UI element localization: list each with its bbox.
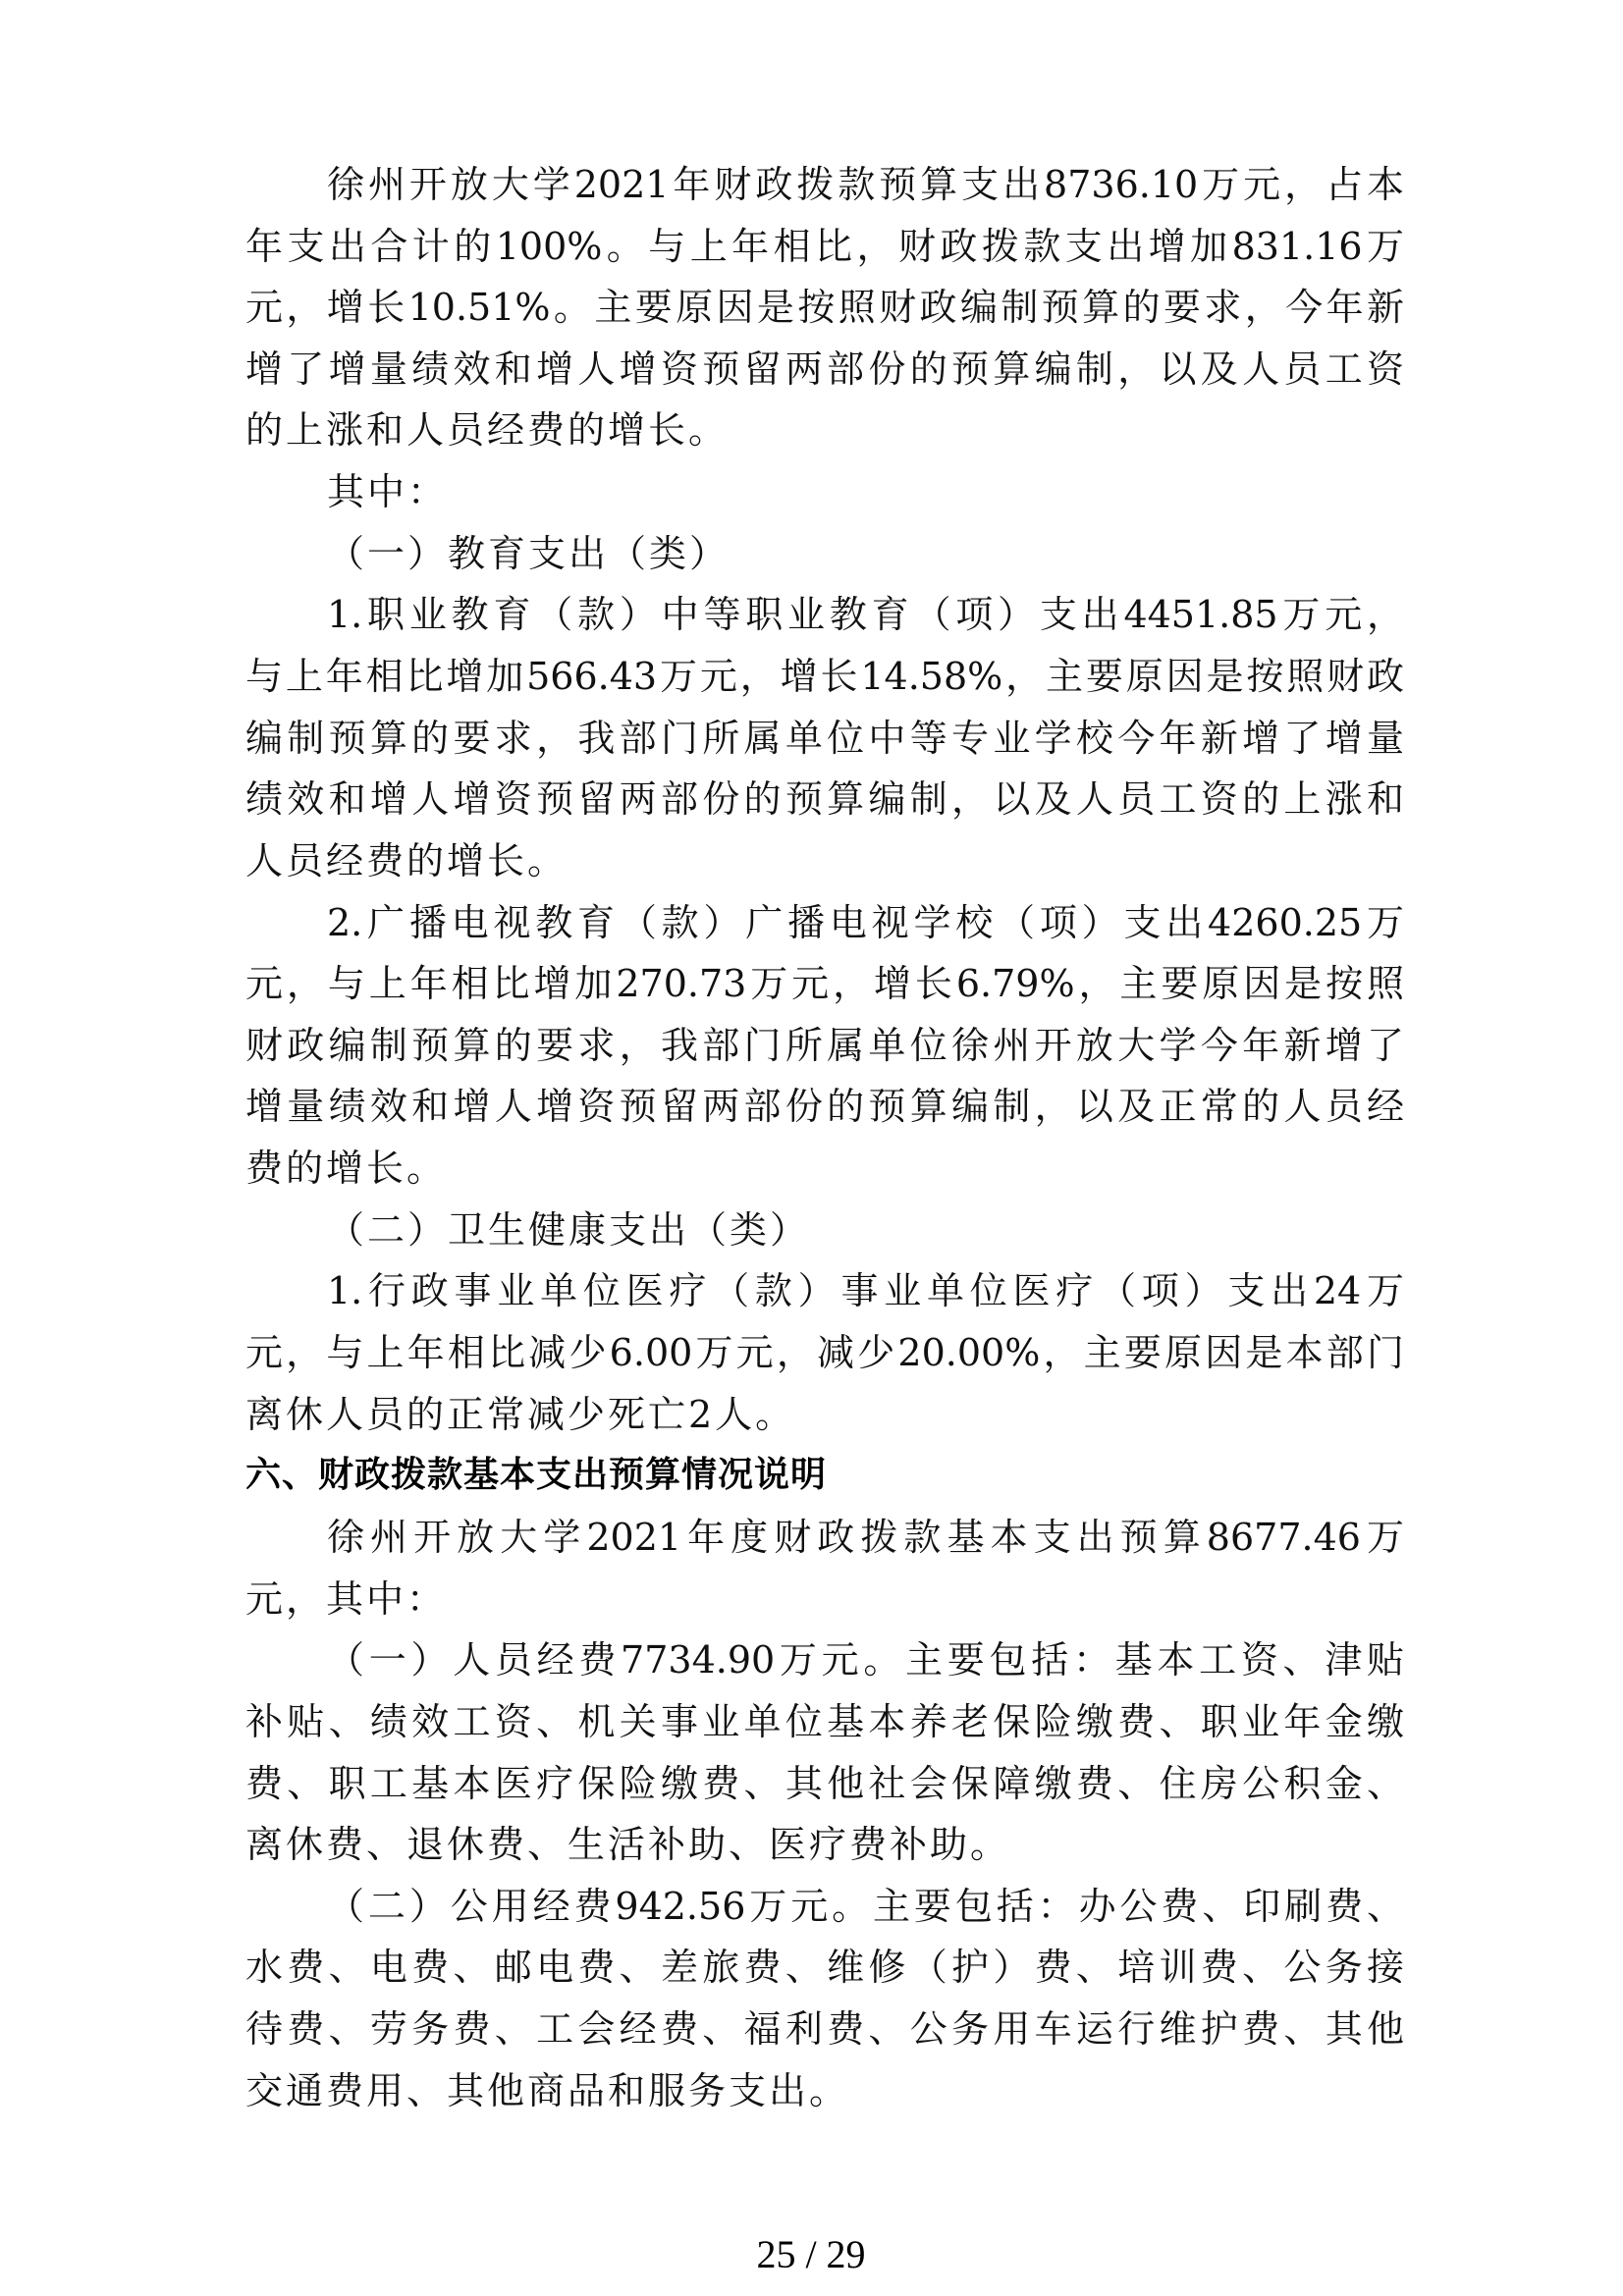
text-line: 元，与上年相比减少6.00万元，减少20.00%，主要原因是本部门 [245, 1331, 1404, 1374]
text-line: 1.职业教育（款）中等职业教育（项）支出4451.85万元， [327, 593, 1404, 636]
subsection-title: （一）教育支出（类） [327, 532, 730, 575]
text-line: 人员经费的增长。 [245, 839, 568, 882]
text-line: （二）公用经费942.56万元。主要包括：办公费、印刷费、 [327, 1885, 1404, 1928]
text-line: 增量绩效和增人增资预留两部份的预算编制，以及正常的人员经 [245, 1085, 1404, 1128]
text-line: （一）人员经费7734.90万元。主要包括：基本工资、津贴 [327, 1638, 1404, 1682]
text-line: 徐州开放大学2021年度财政拨款基本支出预算8677.46万 [327, 1516, 1404, 1559]
subsection-title: （二）卫生健康支出（类） [327, 1208, 811, 1252]
text-line: 的上涨和人员经费的增长。 [245, 408, 730, 452]
text-line: 1.行政事业单位医疗（款）事业单位医疗（项）支出24万 [327, 1269, 1404, 1312]
text-line: 财政编制预算的要求，我部门所属单位徐州开放大学今年新增了 [245, 1024, 1404, 1067]
text-line: 水费、电费、邮电费、差旅费、维修（护）费、培训费、公务接 [245, 1946, 1404, 1989]
text-line: 离休费、退休费、生活补助、医疗费补助。 [245, 1823, 1011, 1866]
text-line: 离休人员的正常减少死亡2人。 [245, 1393, 796, 1436]
text-line: 费、职工基本医疗保险缴费、其他社会保障缴费、住房公积金、 [245, 1762, 1404, 1805]
text-line: 交通费用、其他商品和服务支出。 [245, 2069, 850, 2112]
text-line: 元，增长10.51%。主要原因是按照财政编制预算的要求，今年新 [245, 286, 1404, 329]
text-line: 与上年相比增加566.43万元，增长14.58%，主要原因是按照财政 [245, 655, 1404, 698]
text-line: 徐州开放大学2021年财政拨款预算支出8736.10万元，占本 [327, 163, 1404, 206]
text-line: 增了增量绩效和增人增资预留两部份的预算编制，以及人员工资 [245, 347, 1404, 391]
section-heading: 六、财政拨款基本支出预算情况说明 [245, 1455, 828, 1495]
text-line: 元，其中： [245, 1577, 448, 1621]
text-line: 待费、劳务费、工会经费、福利费、公务用车运行维护费、其他 [245, 2007, 1404, 2051]
text-line: 绩效和增人增资预留两部份的预算编制，以及人员工资的上涨和 [245, 777, 1404, 821]
text-line: 费的增长。 [245, 1147, 448, 1190]
text-line: 其中： [327, 470, 449, 513]
text-line: 补贴、绩效工资、机关事业单位基本养老保险缴费、职业年金缴 [245, 1700, 1404, 1743]
text-line: 元，与上年相比增加270.73万元，增长6.79%，主要原因是按照 [245, 962, 1404, 1005]
text-line: 2.广播电视教育（款）广播电视学校（项）支出4260.25万 [327, 901, 1404, 944]
text-line: 年支出合计的100%。与上年相比，财政拨款支出增加831.16万 [245, 225, 1404, 268]
text-line: 编制预算的要求，我部门所属单位中等专业学校今年新增了增量 [245, 717, 1404, 760]
page-number: 25 / 29 [756, 2232, 866, 2276]
